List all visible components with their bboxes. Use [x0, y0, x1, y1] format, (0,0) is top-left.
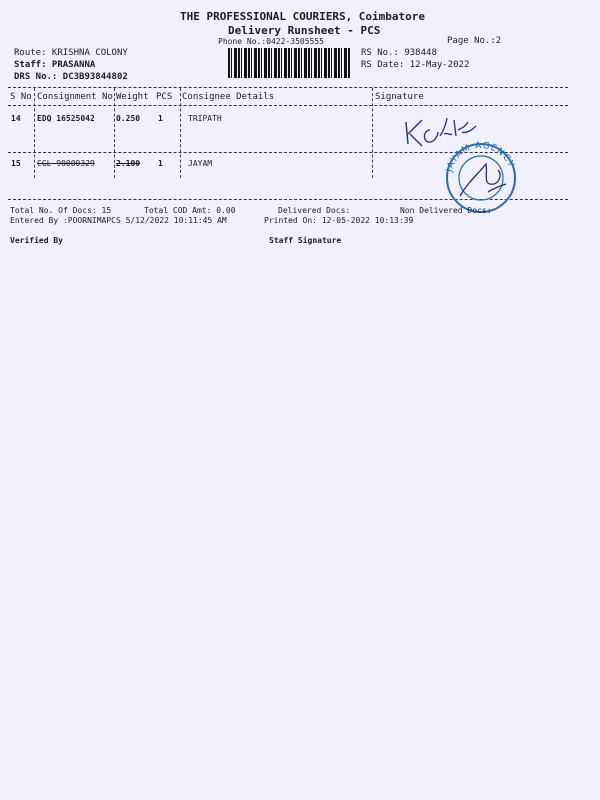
agency-stamp-icon	[438, 138, 524, 214]
drs-label: DRS No.:	[14, 72, 58, 82]
row-consignment: EDQ 16525042	[37, 114, 95, 123]
col-divider	[34, 88, 35, 178]
company-name: THE PROFESSIONAL COURIERS, Coimbatore	[180, 10, 426, 23]
row-weight: 2.100	[116, 159, 141, 168]
delivered-docs: Delivered Docs:	[278, 206, 351, 215]
drs-value: DC3B93844802	[62, 72, 128, 82]
document-title: Delivery Runsheet - PCS	[228, 24, 381, 37]
rs-number: RS No.: 938448	[361, 48, 437, 58]
row-consignment: CGL 90000329	[37, 159, 95, 168]
printed-on: Printed On: 12-05-2022 10:13:39	[264, 216, 414, 225]
table-top-border	[8, 87, 568, 88]
col-divider	[180, 88, 181, 178]
svg-text:JAYAM AGENCY	[444, 141, 515, 174]
col-header-pcs: PCS	[156, 92, 173, 102]
total-docs: Total No. Of Docs: 15	[10, 206, 112, 215]
phone-number: Phone No.:0422-3505555	[218, 37, 324, 46]
drs-number	[14, 72, 128, 82]
entered-by: Entered By :POORNIMAPCS 5/12/2022 10:11:45 AM	[10, 216, 227, 225]
row-pcs: 1	[158, 159, 163, 168]
col-header-consignment: Consignment No	[37, 92, 113, 102]
row-pcs: 1	[158, 114, 163, 123]
page-number: Page No.:2	[447, 36, 502, 46]
rs-date: RS Date: 12-May-2022	[361, 60, 470, 70]
row-consignee: TRIPATH	[188, 114, 222, 123]
total-cod: Total COD Amt: 0.00	[144, 206, 236, 215]
non-delivered-docs: Non Delivered Docs:	[400, 206, 492, 215]
col-header-signature: Signature	[375, 92, 424, 102]
col-header-weight: Weight	[116, 92, 149, 102]
row-consignee: JAYAM	[188, 159, 213, 168]
row-sno: 15	[11, 159, 21, 168]
verified-by: Verified By	[10, 236, 63, 245]
row-sno: 14	[11, 114, 21, 123]
staff-signature: Staff Signature	[269, 236, 342, 245]
col-divider	[372, 88, 373, 178]
col-divider	[114, 88, 115, 178]
staff: Staff: PRASANNA	[14, 60, 96, 70]
row-weight: 0.250	[116, 114, 141, 123]
route: Route: KRISHNA COLONY	[14, 48, 128, 58]
table-header-border	[8, 105, 568, 106]
barcode	[228, 48, 350, 78]
stamp-text: JAYAM AGENCY	[444, 140, 516, 174]
col-header-sno: S No	[10, 92, 32, 102]
col-header-consignee: Consignee Details	[182, 92, 275, 102]
